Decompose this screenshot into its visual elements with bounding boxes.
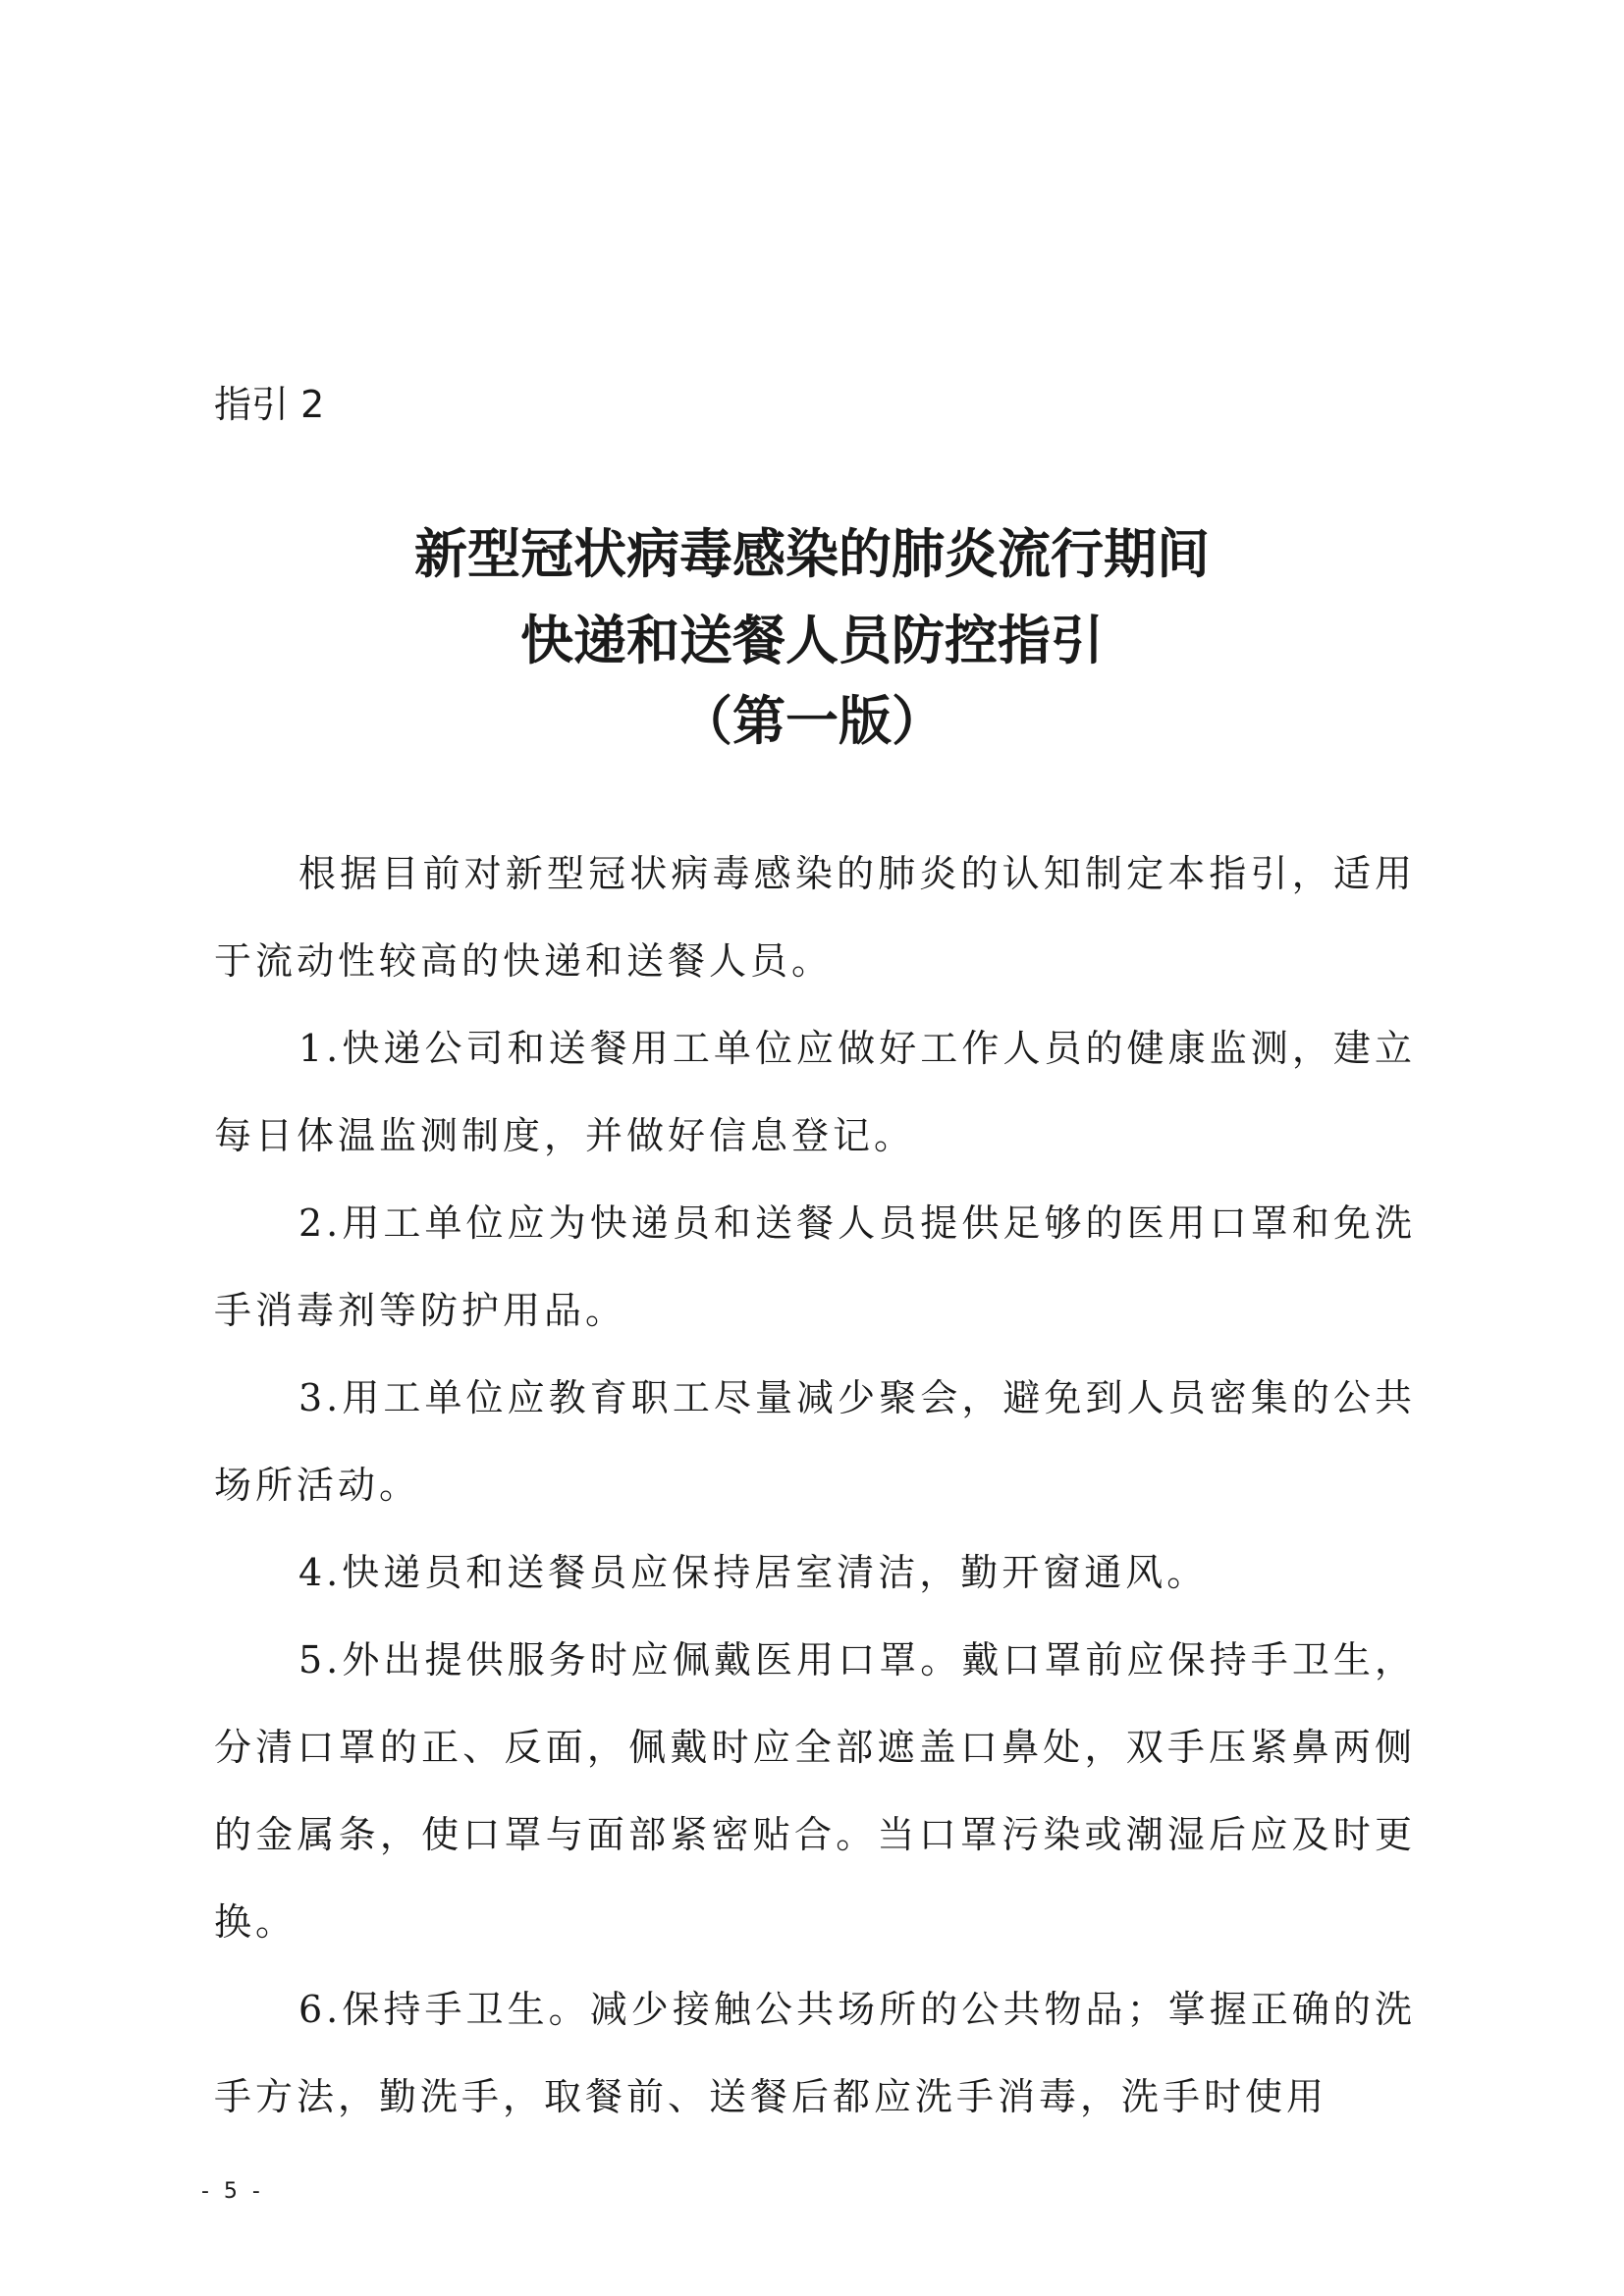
document-body [214,830,1416,2141]
item-paragraph-1: 1.快递公司和送餐用工单位应做好工作人员的健康监测，建立每日体温监测制度，并做好信息登记。 [214,1027,1416,1157]
item-paragraph-4: 4.快递员和送餐员应保持居室清洁，勤开窗通风。 [298,1551,1209,1594]
intro-paragraph: 根据目前对新型冠状病毒感染的肺炎的认知制定本指引，适用于流动性较高的快递和送餐人员。 [214,852,1416,983]
document-edition: （第一版） [679,690,945,752]
item-paragraph-3: 3.用工单位应教育职工尽量减少聚会，避免到人员密集的公共场所活动。 [214,1376,1416,1507]
item-paragraph-5: 5.外出提供服务时应佩戴医用口罩。戴口罩前应保持手卫生，分清口罩的正、反面，佩戴时应全部遮盖口鼻处，双手压紧鼻两侧的金属条，使口罩与面部紧密贴合。当口罩污染或潮湿后应及时更换。 [214,1638,1416,1944]
page-number: - 5 - [201,2179,264,2204]
document-title-line-2: 快递和送餐人员防控指引 [520,610,1104,671]
item-paragraph-2: 2.用工单位应为快递员和送餐人员提供足够的医用口罩和免洗手消毒剂等防护用品。 [214,1201,1416,1332]
item-paragraph-6: 6.保持手卫生。减少接触公共场所的公共物品；掌握正确的洗手方法，勤洗手，取餐前、送餐后都应洗手消毒，洗手时使用 [214,1988,1416,2118]
document-title-line-1: 新型冠状病毒感染的肺炎流行期间 [414,523,1210,585]
guideline-label: 指引 2 [214,383,325,426]
